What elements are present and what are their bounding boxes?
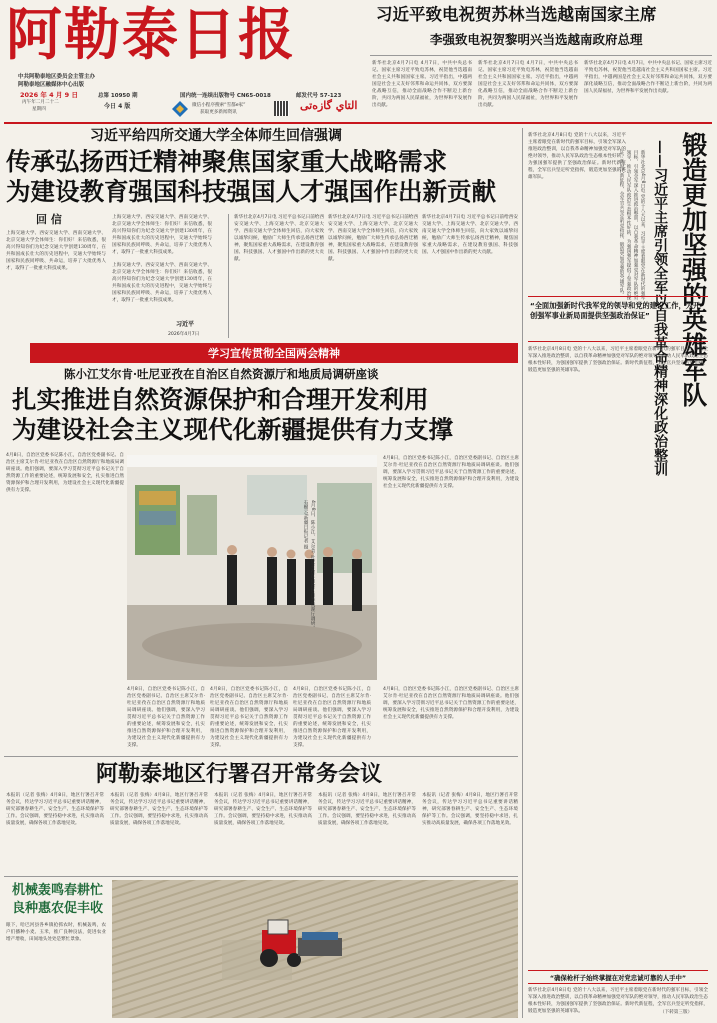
reply-signature: 习近平 [176, 321, 195, 328]
reply-divider [228, 214, 229, 338]
farming-body: 眼下，哈巴河县各乡镇抢抓农时，机械轰鸣，农户们播种小麦、玉米，推广良种良法，促进农业增产增收，田间地头处处是繁忙景象。 [6, 923, 106, 942]
right-subhead: ——习近平主席引领全军以自我革命精神深化政治整训 [652, 140, 669, 476]
meeting-headline: 阿勒泰地区行署召开常务会议 [96, 761, 383, 787]
lead-headline-2: 为建设教育强国科技强国人才强国作出新贡献 [6, 177, 496, 206]
postal-code: 邮发代号 57-123 [296, 93, 342, 99]
right-photo-credit: 新华社北京4月8日电 党的十八大以来，习近平主席着眼党在新时代的强军目标，引领全军深入推进政治整训，以自我革命精神加强党对军队的绝对领导，推动人民军队政治生态根本性好转，为强国强军提供了坚强政治保证。新时代新征程，全军官兵坚定听党指挥，锻造更加坚强的英雄军队。 [619, 150, 645, 300]
meeting-body-2: 本报讯（记者 张梅）4月8日，地区行署召开常务会议，传达学习习近平总书记重要讲话精神，研究部署春耕生产、安全生产、生态环境保护等工作。会议强调，要坚持稳中求进，扎实推动高质量发展，确保各项工作落地见效。 [110, 793, 208, 826]
meeting-body-1: 本报讯（记者 张梅）4月8日，地区行署召开常务会议，传达学习习近平总书记重要讲话精神，研究部署春耕生产、安全生产、生态环境保护等工作。会议强调，要坚持稳中求进，扎实推动高质量发展，确保各项工作落地见效。 [6, 793, 104, 826]
publisher-line-1: 中共阿勒泰地区委员会主管主办 [18, 74, 96, 80]
meeting-body-4: 本报讯（记者 张梅）4月8日，地区行署召开常务会议，传达学习习近平总书记重要讲话精神，研究部署春耕生产、安全生产、生态环境保护等工作。会议强调，要坚持稳中求进，扎实推动高质量发展，确保各项工作落地见效。 [318, 793, 416, 826]
continued-note: （下转第三版） [660, 1010, 693, 1015]
top-right-body-2: 新华社北京4月7日电 4月7日，中共中央总书记、国家主席习近平致电苏林，祝贺他当选越南社会主义共和国国家主席。习近平指出，中越两国是社会主义友好邻邦和命运共同体，双方要深化战略互信，推动全面战略合作不断迈上新台阶，共同为两国人民谋福祉，为世界和平发展作出贡献。 [478, 61, 578, 108]
feature-photo-caption: 4月8日，陈小江、艾尔肯·吐尼亚孜在自治区自然资源厅调研。石榴云/新疆日报记者 摄 [303, 500, 315, 630]
feature-body-6: 4月8日，自治区党委书记陈小江，自治区党委副书记、自治区主席艾尔肯·吐尼亚孜在自治区自然资源厅和地质局调研座谈。他们强调，要深入学习贯彻习近平总书记关于自然资源工作的重要论述，统筹发展和安全，扎实推进自然资源保护和合理开发利用，为建设社会主义现代化新疆提供有力支撑。 [383, 687, 519, 720]
meeting-body-3: 本报讯（记者 张梅）4月8日，地区行署召开常务会议，传达学习习近平总书记重要讲话精神，研究部署春耕生产、安全生产、生态环境保护等工作。会议强调，要坚持稳中求进，扎实推动高质量发展，确保各项工作落地见效。 [214, 793, 312, 826]
right-bottom-box [528, 970, 708, 984]
top-right-body-3: 新华社北京4月7日电 4月7日，中共中央总书记、国家主席习近平致电苏林，祝贺他当选越南社会主义共和国国家主席。习近平指出，中越两国是社会主义友好邻邦和命运共同体，双方要深化战略互信，推动全面战略合作不断迈上新台阶，共同为两国人民谋福祉，为世界和平发展作出贡献。 [584, 61, 712, 94]
publisher-line-2: 阿勒泰地区融媒体中心出版 [18, 82, 85, 88]
top-right-divider [370, 55, 712, 56]
reply-body-2: 上海交通大学、西安交通大学、西南交通大学、北京交通大学全体师生：你们好！来信收悉，很高兴得知你们为纪念交通大学创建130周年，在共和国成长壮大的历史进程中，交通大学始终与国家和民族同呼吸、共命运，培养了大批优秀人才，取得了一批重大科技成果。 [112, 263, 212, 303]
app-logo-icon [172, 101, 188, 117]
page-count: 今日 4 版 [104, 103, 131, 110]
right-quote-box [528, 296, 708, 342]
top-right-subhead: 李强致电祝贺黎明兴当选越南政府总理 [430, 32, 643, 47]
issue-number: 总第 10950 期 [98, 93, 138, 99]
kazakh-masthead: التاي گازەتى [300, 99, 358, 112]
meeting-body-5: 本报讯（记者 张梅）4月8日，地区行署召开常务会议，传达学习习近平总书记重要讲话精神，研究部署春耕生产、安全生产、生态环境保护等工作。会议强调，要坚持稳中求进，扎实推动高质量发展，确保各项工作落地见效。 [422, 793, 518, 826]
feature-body-3: 4月8日，自治区党委书记陈小江，自治区党委副书记、自治区主席艾尔肯·吐尼亚孜在自治区自然资源厅和地质局调研座谈。他们强调，要深入学习贯彻习近平总书记关于自然资源工作的重要论述，统筹发展和安全，扎实推进自然资源保护和合理开发利用，为建设社会主义现代化新疆提供有力支撑。 [210, 687, 288, 748]
top-right-headline: 习近平致电祝贺苏林当选越南国家主席 [376, 5, 657, 24]
masthead-rule [4, 122, 712, 124]
feature-body-4: 4月8日，自治区党委书记陈小江，自治区党委副书记、自治区主席艾尔肯·吐尼亚孜在自治区自然资源厅和地质局调研座谈。他们强调，要深入学习贯彻习近平总书记关于自然资源工作的重要论述，统筹发展和安全，扎实推进自然资源保护和合理开发利用，为建设社会主义现代化新疆提供有力支撑。 [293, 687, 371, 748]
farming-photo [112, 880, 518, 1018]
feature-body-1: 4月8日，自治区党委书记陈小江，自治区党委副书记、自治区主席艾尔肯·吐尼亚孜在自治区自然资源厅和地质局调研座谈。他们强调，要深入学习贯彻习近平总书记关于自然资源工作的重要论述，统筹发展和安全，扎实推进自然资源保护和合理开发利用，为建设社会主义现代化新疆提供有力支撑。 [6, 453, 124, 493]
right-body-1: 新华社北京4月8日电 党的十八大以来，习近平主席着眼党在新时代的强军目标，引领全军深入推进政治整训，以自我革命精神加强党对军队的绝对领导，推动人民军队政治生态根本性好转，为强国强军提供了坚强政治保证。新时代新征程，全军官兵坚定听党指挥，锻造更加坚强的英雄军队。 [528, 133, 626, 180]
masthead-title: 阿勒泰日报 [6, 2, 296, 68]
farming-divider [4, 876, 518, 877]
banner-text: 学习宣传贯彻全国两会精神 [208, 347, 340, 360]
wechat-note-2: 获取更多新闻资讯 [200, 110, 237, 115]
right-quote-text: “全面加强新时代我军党的领导和党的建设工作，为开创强军事业新局面提供坚强政治保证” [530, 301, 701, 320]
feature-headline-2: 为建设社会主义现代化新疆提供有力支撑 [12, 415, 453, 444]
feature-photo [127, 455, 377, 680]
wechat-note: 微信小程序搜索“雪都e家” [192, 103, 246, 108]
farming-headline-2: 良种惠农促丰收 [12, 901, 104, 916]
right-headline: 锻造更加坚强的英雄军队 [678, 132, 708, 407]
right-bottom-text: “确保枪杆子始终掌握在对党忠诚可靠的人手中” [549, 973, 687, 982]
feature-kicker: 陈小江艾尔肯·吐尼亚孜在自治区自然资源厅和地质局调研座谈 [64, 367, 379, 381]
qr-code-icon [274, 101, 289, 116]
top-right-body-1: 新华社北京4月7日电 4月7日，中共中央总书记、国家主席习近平致电苏林，祝贺他当选越南社会主义共和国国家主席。习近平指出，中越两国是社会主义友好邻邦和命运共同体，双方要深化战略互信，推动全面战略合作不断迈上新台阶，共同为两国人民谋福祉，为世界和平发展作出贡献。 [372, 61, 472, 108]
weekday: 星期四 [32, 107, 46, 112]
lead-body-2: 新华社北京4月7日电 习近平总书记日前给西安交通大学、上海交通大学、北京交通大学、西南交通大学全体师生回信，向大家致以诚挚问候，勉励广大师生传承弘扬西迁精神，聚焦国家重大战略需求，在建设教育强国、科技强国、人才强国中作出新的更大贡献。 [328, 215, 418, 262]
feature-body-5: 4月8日，自治区党委书记陈小江，自治区党委副书记、自治区主席艾尔肯·吐尼亚孜在自治区自然资源厅和地质局调研座谈。他们强调，要深入学习贯彻习近平总书记关于自然资源工作的重要论述，统筹发展和安全，扎实推进自然资源保护和合理开发利用，为建设社会主义现代化新疆提供有力支撑。 [383, 456, 519, 489]
lunar-date: 丙午年二月二十二 [22, 100, 59, 105]
feature-headline-1: 扎实推进自然资源保护和合理开发利用 [12, 385, 429, 414]
feature-body-2: 4月8日，自治区党委书记陈小江，自治区党委副书记、自治区主席艾尔肯·吐尼亚孜在自治区自然资源厅和地质局调研座谈。他们强调，要深入学习贯彻习近平总书记关于自然资源工作的重要论述，统筹发展和安全，扎实推进自然资源保护和合理开发利用，为建设社会主义现代化新疆提供有力支撑。 [127, 687, 205, 748]
farming-headline-1: 机械轰鸣春耕忙 [12, 883, 104, 898]
lead-headline-1: 传承弘扬西迁精神聚焦国家重大战略需求 [6, 147, 447, 176]
reply-signature-date: 2026年4月7日 [168, 332, 200, 337]
lead-body-3: 新华社北京4月7日电 习近平总书记日前给西安交通大学、上海交通大学、北京交通大学、西南交通大学全体师生回信，向大家致以诚挚问候，勉励广大师生传承弘扬西迁精神，聚焦国家重大战略需求，在建设教育强国、科技强国、人才强国中作出新的更大贡献。 [422, 215, 518, 255]
meeting-divider [4, 756, 518, 757]
cn-code: 国内统一连续出版物号 CN65-0018 [180, 93, 271, 99]
right-body-2: 新华社北京4月8日电 党的十八大以来，习近平主席着眼党在新时代的强军目标，引领全军深入推进政治整训，以自我革命精神加强党对军队的绝对领导，推动人民军队政治生态根本性好转，为强国强军提供了坚强政治保证。新时代新征程，全军官兵坚定听党指挥，锻造更加坚强的英雄军队。 [528, 347, 708, 373]
right-body-3: 新华社北京4月8日电 党的十八大以来，习近平主席着眼党在新时代的强军目标，引领全军深入推进政治整训，以自我革命精神加强党对军队的绝对领导，推动人民军队政治生态根本性好转，为强国强军提供了坚强政治保证。新时代新征程，全军官兵坚定听党指挥，锻造更加坚强的英雄军队。 [528, 988, 708, 1014]
reply-body-3: 上海交通大学、西安交通大学、西南交通大学、北京交通大学全体师生：你们好！来信收悉，很高兴得知你们为纪念交通大学创建130周年，在共和国成长壮大的历史进程中，交通大学始终与国家和民族同呼吸、共命运，培养了大批优秀人才，取得了一批重大科技成果。 [112, 215, 212, 255]
left-right-divider [522, 128, 523, 1018]
reply-title: 回 信 [36, 213, 62, 226]
banner [30, 343, 518, 363]
reply-body-1: 上海交通大学、西安交通大学、西南交通大学、北京交通大学全体师生：你们好！来信收悉，很高兴得知你们为纪念交通大学创建130周年，在共和国成长壮大的历史进程中，交通大学始终与国家和民族同呼吸、共命运，培养了大批优秀人才，取得了一批重大科技成果。 [6, 231, 106, 271]
lead-kicker: 习近平给四所交通大学全体师生回信强调 [90, 128, 342, 144]
issue-date: 2026 年 4 月 9 日 [20, 91, 78, 99]
lead-body-1: 新华社北京4月7日电 习近平总书记日前给西安交通大学、上海交通大学、北京交通大学、西南交通大学全体师生回信，向大家致以诚挚问候，勉励广大师生传承弘扬西迁精神，聚焦国家重大战略需求，在建设教育强国、科技强国、人才强国中作出新的更大贡献。 [234, 215, 324, 262]
